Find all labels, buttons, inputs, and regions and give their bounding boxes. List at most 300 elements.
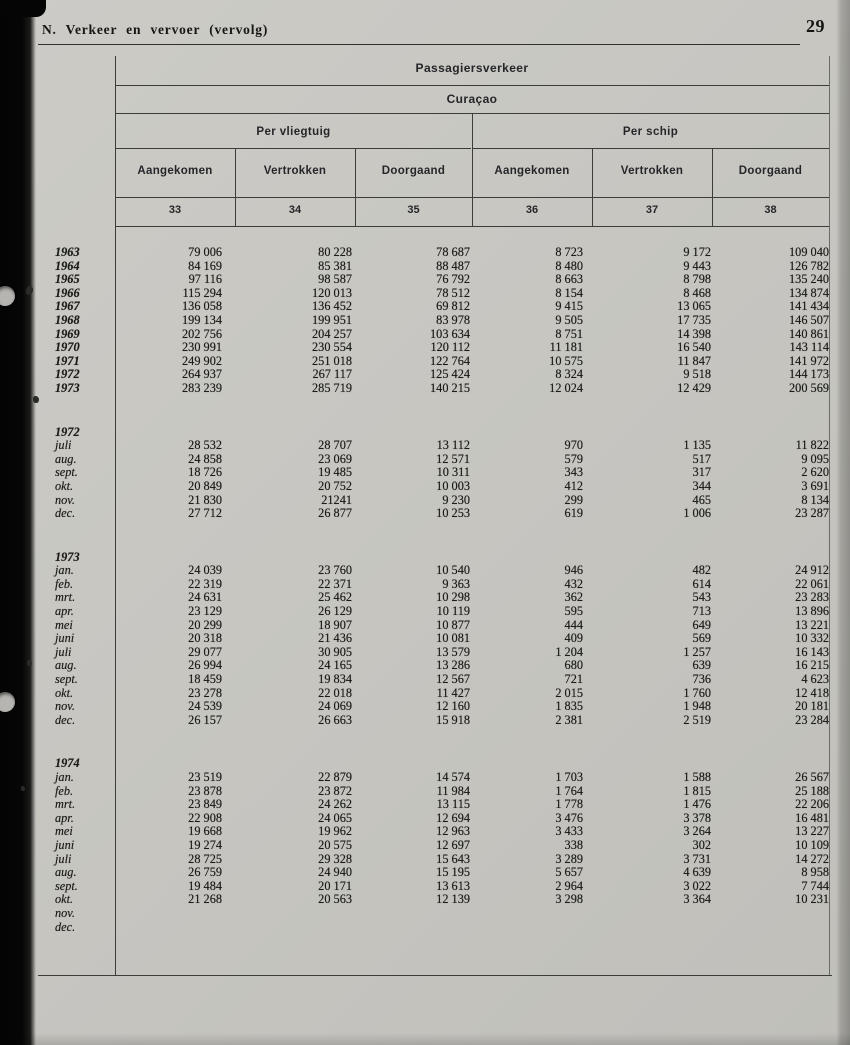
value-cell: 21 830 <box>188 492 222 507</box>
value-cell: 10 119 <box>436 604 470 619</box>
value-cell: 8 134 <box>801 492 829 507</box>
row-label: jan. <box>55 563 74 578</box>
value-cell: 10 231 <box>795 892 829 907</box>
value-cell: 12 160 <box>436 699 470 714</box>
value-cell: 19 668 <box>188 824 222 839</box>
column-number: 34 <box>288 204 302 216</box>
value-cell: 3 691 <box>801 478 829 493</box>
value-cell: 465 <box>692 492 711 507</box>
value-cell: 9 172 <box>683 245 711 259</box>
value-cell: 1 703 <box>555 770 583 784</box>
value-cell: 24 262 <box>318 797 352 812</box>
value-cell: 136 452 <box>312 299 352 314</box>
table-row <box>35 605 830 619</box>
value-cell: 13 579 <box>436 644 470 659</box>
value-cell: 285 719 <box>312 380 352 395</box>
value-cell: 103 634 <box>430 326 470 341</box>
value-cell: 26 663 <box>318 712 352 727</box>
value-cell: 19 962 <box>318 824 352 839</box>
table-row <box>35 700 830 714</box>
table-row <box>35 853 830 867</box>
table-rule <box>115 226 829 227</box>
value-cell: 3 378 <box>683 810 711 825</box>
value-cell: 13 221 <box>795 617 829 632</box>
value-cell: 11 427 <box>436 685 470 700</box>
value-cell: 569 <box>692 631 711 646</box>
value-cell: 1 764 <box>555 783 583 798</box>
value-cell: 20 181 <box>795 699 829 714</box>
value-cell: 13 115 <box>436 797 470 812</box>
value-cell: 88 487 <box>436 258 470 273</box>
value-cell: 10 003 <box>436 478 470 493</box>
value-cell: 1 815 <box>683 783 711 798</box>
table-row <box>35 494 830 508</box>
row-label: 1972 <box>55 367 80 382</box>
value-cell: 1 835 <box>555 699 583 714</box>
value-cell: 267 117 <box>312 367 352 382</box>
value-cell: 80 228 <box>318 245 352 259</box>
row-label: apr. <box>55 810 74 825</box>
table-subtitle: Curaçao <box>446 92 498 106</box>
page-bottom-shadow <box>0 1033 850 1045</box>
value-cell: 28 725 <box>188 851 222 866</box>
value-cell: 639 <box>692 658 711 673</box>
value-cell: 9 363 <box>442 576 470 591</box>
value-cell: 18 459 <box>188 672 222 687</box>
value-cell: 946 <box>564 563 583 578</box>
row-label: juli <box>55 438 72 453</box>
column-number: 33 <box>168 204 182 216</box>
value-cell: 595 <box>564 604 583 619</box>
table-row <box>35 341 830 355</box>
value-cell: 8 958 <box>801 865 829 880</box>
value-cell: 97 116 <box>188 272 222 287</box>
value-cell: 13 613 <box>436 878 470 893</box>
row-label: sept. <box>55 878 78 893</box>
row-label: sept. <box>55 465 78 480</box>
table-row <box>35 812 830 826</box>
section-year-row <box>35 757 830 771</box>
value-cell: 22 879 <box>318 770 352 784</box>
value-cell: 26 157 <box>188 712 222 727</box>
value-cell: 26 567 <box>795 770 829 784</box>
value-cell <box>355 921 472 935</box>
value-cell <box>472 907 592 921</box>
section-year-label: 1974 <box>55 756 80 771</box>
value-cell: 23 284 <box>795 712 829 727</box>
value-cell: 3 433 <box>555 824 583 839</box>
value-cell: 23 878 <box>188 783 222 798</box>
row-label: jan. <box>55 770 74 784</box>
value-cell: 78 512 <box>436 285 470 300</box>
value-cell: 14 398 <box>677 326 711 341</box>
value-cell: 251 018 <box>312 353 352 368</box>
value-cell <box>115 921 235 935</box>
row-label: juli <box>55 644 72 659</box>
value-cell <box>115 907 235 921</box>
value-cell: 126 782 <box>789 258 829 273</box>
value-cell: 24 165 <box>318 658 352 673</box>
value-cell: 16 481 <box>795 810 829 825</box>
value-cell: 30 905 <box>318 644 352 659</box>
value-cell: 24 065 <box>318 810 352 825</box>
value-cell: 20 171 <box>318 878 352 893</box>
value-cell: 24 940 <box>318 865 352 880</box>
value-cell: 134 874 <box>789 285 829 300</box>
value-cell: 12 429 <box>677 380 711 395</box>
value-cell: 8 480 <box>555 258 583 273</box>
table-row <box>35 866 830 880</box>
table-row <box>35 591 830 605</box>
value-cell: 85 381 <box>318 258 352 273</box>
value-cell: 1 588 <box>683 770 711 784</box>
value-cell: 10 253 <box>436 506 470 521</box>
row-label: feb. <box>55 576 74 591</box>
table-row <box>35 880 830 894</box>
value-cell: 24 539 <box>188 699 222 714</box>
value-cell: 23 872 <box>318 783 352 798</box>
value-cell: 22 371 <box>318 576 352 591</box>
value-cell: 230 554 <box>312 340 352 355</box>
value-cell: 22 061 <box>795 576 829 591</box>
value-cell: 20 752 <box>318 478 352 493</box>
table-row <box>35 564 830 578</box>
value-cell <box>355 907 472 921</box>
value-cell: 26 877 <box>318 506 352 521</box>
value-cell: 3 731 <box>683 851 711 866</box>
value-cell: 18 726 <box>188 465 222 480</box>
table-row <box>35 714 830 728</box>
value-cell: 649 <box>692 617 711 632</box>
value-cell: 409 <box>564 631 583 646</box>
value-cell: 3 289 <box>555 851 583 866</box>
value-cell <box>592 907 712 921</box>
value-cell: 4 623 <box>801 672 829 687</box>
value-cell: 10 877 <box>436 617 470 632</box>
row-label: 1969 <box>55 326 80 341</box>
row-label: mei <box>55 824 73 839</box>
value-cell: 109 040 <box>789 245 829 259</box>
value-cell: 136 058 <box>182 299 222 314</box>
table-row <box>35 439 830 453</box>
value-cell: 141 972 <box>789 353 829 368</box>
row-label: mei <box>55 617 73 632</box>
value-cell: 16 215 <box>795 658 829 673</box>
table-row <box>35 687 830 701</box>
row-label: 1973 <box>55 380 80 395</box>
value-cell: 28 707 <box>318 438 352 453</box>
table-section <box>35 426 830 521</box>
value-cell: 317 <box>692 465 711 480</box>
value-cell: 78 687 <box>436 245 470 259</box>
value-cell: 1 135 <box>683 438 711 453</box>
value-cell: 8 154 <box>555 285 583 300</box>
column-header: Doorgaand <box>381 165 446 177</box>
value-cell: 2 015 <box>555 685 583 700</box>
table-row <box>35 453 830 467</box>
value-cell: 736 <box>692 672 711 687</box>
value-cell: 343 <box>564 465 583 480</box>
value-cell: 412 <box>564 478 583 493</box>
row-label: nov. <box>55 905 75 920</box>
row-label: dec. <box>55 919 76 934</box>
value-cell: 122 764 <box>430 353 470 368</box>
row-label: 1970 <box>55 340 80 355</box>
value-cell: 3 298 <box>555 892 583 907</box>
value-cell: 140 861 <box>789 326 829 341</box>
column-header: Vertrokken <box>263 165 327 177</box>
value-cell: 11 847 <box>677 353 711 368</box>
value-cell: 12 571 <box>436 451 470 466</box>
value-cell <box>592 921 712 935</box>
column-header: Vertrokken <box>620 165 684 177</box>
value-cell: 15 918 <box>436 712 470 727</box>
value-cell: 299 <box>564 492 583 507</box>
value-cell: 338 <box>564 837 583 852</box>
table-row <box>35 825 830 839</box>
value-cell: 143 114 <box>789 340 829 355</box>
value-cell: 98 587 <box>318 272 352 287</box>
value-cell: 721 <box>564 672 583 687</box>
value-cell: 10 298 <box>436 590 470 605</box>
value-cell: 26 129 <box>318 604 352 619</box>
value-cell: 14 574 <box>436 770 470 784</box>
table-row <box>35 273 830 287</box>
value-cell: 13 286 <box>436 658 470 673</box>
value-cell: 24 039 <box>188 563 222 578</box>
value-cell <box>235 921 355 935</box>
value-cell: 12 024 <box>549 380 583 395</box>
ink-speck <box>21 786 25 791</box>
value-cell: 24 912 <box>795 563 829 578</box>
value-cell: 23 283 <box>795 590 829 605</box>
value-cell: 25 462 <box>318 590 352 605</box>
value-cell: 1 204 <box>555 644 583 659</box>
value-cell: 614 <box>692 576 711 591</box>
value-cell: 7 744 <box>801 878 829 893</box>
value-cell: 24 858 <box>188 451 222 466</box>
table-row <box>35 314 830 328</box>
column-numbers-row <box>115 204 829 216</box>
value-cell: 21 436 <box>318 631 352 646</box>
value-cell: 10 540 <box>436 563 470 578</box>
row-label: 1967 <box>55 299 80 314</box>
value-cell: 3 264 <box>683 824 711 839</box>
row-label: sept. <box>55 672 78 687</box>
row-label: apr. <box>55 604 74 619</box>
value-cell: 4 639 <box>683 865 711 880</box>
row-label: 1971 <box>55 353 80 368</box>
value-cell: 16 540 <box>677 340 711 355</box>
row-label: feb. <box>55 783 74 798</box>
value-cell: 8 798 <box>683 272 711 287</box>
section-year-label: 1973 <box>55 549 80 564</box>
table-row <box>35 287 830 301</box>
table-row <box>35 355 830 369</box>
value-cell: 15 643 <box>436 851 470 866</box>
value-cell: 14 272 <box>795 851 829 866</box>
value-cell: 2 381 <box>555 712 583 727</box>
value-cell: 19 485 <box>318 465 352 480</box>
value-cell: 20 318 <box>188 631 222 646</box>
value-cell: 11 984 <box>436 783 470 798</box>
value-cell: 19 484 <box>188 878 222 893</box>
value-cell: 10 109 <box>795 837 829 852</box>
value-cell: 202 756 <box>182 326 222 341</box>
value-cell: 9 518 <box>683 367 711 382</box>
table-row <box>35 328 830 342</box>
value-cell: 141 434 <box>789 299 829 314</box>
value-cell: 12 139 <box>436 892 470 907</box>
value-cell: 249 902 <box>182 353 222 368</box>
value-cell: 10 311 <box>436 465 470 480</box>
value-cell: 2 620 <box>801 465 829 480</box>
value-cell: 8 468 <box>683 285 711 300</box>
value-cell: 9 443 <box>683 258 711 273</box>
row-label: okt. <box>55 685 74 700</box>
value-cell: 23 278 <box>188 685 222 700</box>
value-cell: 22 319 <box>188 576 222 591</box>
row-label: aug. <box>55 451 77 466</box>
value-cell: 12 697 <box>436 837 470 852</box>
value-cell: 135 240 <box>789 272 829 287</box>
value-cell: 9 095 <box>801 451 829 466</box>
value-cell: 19 834 <box>318 672 352 687</box>
value-cell: 13 896 <box>795 604 829 619</box>
value-cell: 199 134 <box>182 312 222 327</box>
value-cell: 15 195 <box>436 865 470 880</box>
column-number: 36 <box>525 204 539 216</box>
column-headers-row <box>115 165 829 177</box>
value-cell: 1 760 <box>683 685 711 700</box>
row-label: aug. <box>55 865 77 880</box>
value-cell: 579 <box>564 451 583 466</box>
row-label: 1965 <box>55 272 80 287</box>
value-cell: 680 <box>564 658 583 673</box>
column-number: 37 <box>645 204 659 216</box>
page-number: 29 <box>806 16 825 36</box>
value-cell: 24 069 <box>318 699 352 714</box>
row-label: 1963 <box>55 245 80 259</box>
value-cell: 9 230 <box>442 492 470 507</box>
table-rule <box>472 148 829 149</box>
value-cell: 10 081 <box>436 631 470 646</box>
value-cell: 302 <box>692 837 711 852</box>
value-cell: 23 849 <box>188 797 222 812</box>
table-row <box>35 619 830 633</box>
value-cell: 22 206 <box>795 797 829 812</box>
table-row <box>35 480 830 494</box>
value-cell: 9 415 <box>555 299 583 314</box>
value-cell: 25 188 <box>795 783 829 798</box>
title-rule <box>38 44 800 45</box>
value-cell: 28 532 <box>188 438 222 453</box>
table-row <box>35 839 830 853</box>
value-cell: 140 215 <box>430 380 470 395</box>
table-section <box>35 551 830 728</box>
row-label: nov. <box>55 699 75 714</box>
value-cell: 8 324 <box>555 367 583 382</box>
row-label: aug. <box>55 658 77 673</box>
value-cell: 444 <box>564 617 583 632</box>
value-cell: 23 287 <box>795 506 829 521</box>
value-cell: 22 018 <box>318 685 352 700</box>
value-cell: 12 418 <box>795 685 829 700</box>
value-cell: 69 812 <box>436 299 470 314</box>
row-label: 1968 <box>55 312 80 327</box>
table-rule <box>115 85 829 86</box>
table-row <box>35 260 830 274</box>
table-row <box>35 507 830 521</box>
row-label: mrt. <box>55 590 76 605</box>
value-cell: 8 723 <box>555 245 583 259</box>
value-cell: 83 978 <box>436 312 470 327</box>
table-row <box>35 578 830 592</box>
group-header-per-schip: Per schip <box>622 126 679 138</box>
value-cell <box>472 921 592 935</box>
value-cell: 23 760 <box>318 563 352 578</box>
table-body <box>35 246 830 934</box>
value-cell: 3 022 <box>683 878 711 893</box>
value-cell: 23 519 <box>188 770 222 784</box>
value-cell: 13 112 <box>436 438 470 453</box>
value-cell: 20 575 <box>318 837 352 852</box>
value-cell: 230 991 <box>182 340 222 355</box>
table-row <box>35 893 830 907</box>
table-row <box>35 632 830 646</box>
table-row <box>35 368 830 382</box>
value-cell: 23 129 <box>188 604 222 619</box>
table-row <box>35 466 830 480</box>
table-row <box>35 921 830 935</box>
column-header: Aangekomen <box>137 165 213 177</box>
page-edge-shadow <box>836 0 850 1045</box>
value-cell <box>712 921 830 935</box>
row-label: dec. <box>55 712 76 727</box>
column-number: 35 <box>407 204 420 216</box>
value-cell: 2 519 <box>683 712 711 727</box>
binding-strip <box>0 0 36 1045</box>
value-cell: 517 <box>692 451 711 466</box>
group-header-per-vliegtuig: Per vliegtuig <box>256 126 331 138</box>
value-cell: 970 <box>564 438 583 453</box>
value-cell: 29 077 <box>188 644 222 659</box>
value-cell: 12 694 <box>436 810 470 825</box>
table-row <box>35 659 830 673</box>
section-year-label: 1972 <box>55 424 80 439</box>
section-year-row <box>35 426 830 440</box>
table-rule <box>115 148 471 149</box>
value-cell: 3 476 <box>555 810 583 825</box>
page-title: N. Verkeer en vervoer (vervolg) <box>42 22 269 37</box>
row-label: 1966 <box>55 285 80 300</box>
value-cell: 17 735 <box>677 312 711 327</box>
value-cell: 115 294 <box>182 285 222 300</box>
value-cell: 344 <box>692 478 711 493</box>
value-cell: 1 778 <box>555 797 583 812</box>
value-cell: 13 227 <box>795 824 829 839</box>
value-cell: 204 257 <box>312 326 352 341</box>
value-cell: 22 908 <box>188 810 222 825</box>
value-cell: 18 907 <box>318 617 352 632</box>
row-label: nov. <box>55 492 75 507</box>
binding-blob <box>0 0 46 17</box>
value-cell: 713 <box>692 604 711 619</box>
value-cell: 21 268 <box>188 892 222 907</box>
value-cell: 84 169 <box>188 258 222 273</box>
value-cell: 125 424 <box>430 367 470 382</box>
value-cell: 619 <box>564 506 583 521</box>
